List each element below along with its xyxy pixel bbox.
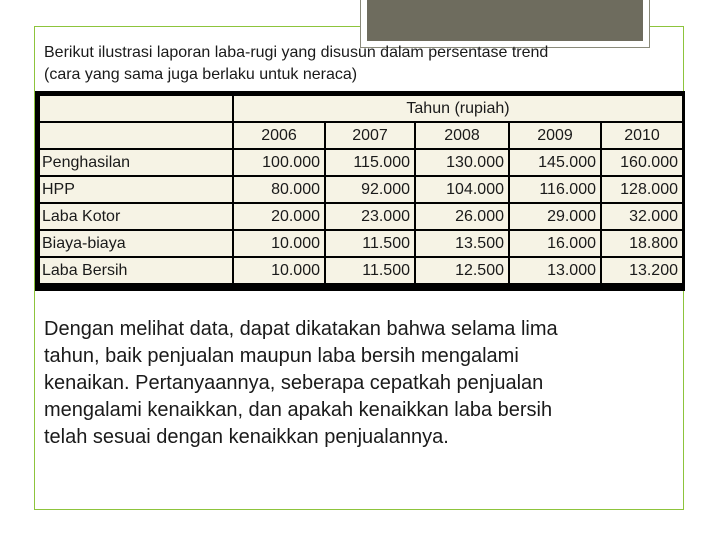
value-cell: 115.000 <box>326 150 414 175</box>
table-row <box>40 150 682 175</box>
row-label: Penghasilan <box>40 150 232 175</box>
value-cell: 11.500 <box>326 231 414 256</box>
table-row <box>40 231 682 256</box>
paragraph-line: telah sesuai dengan kenaikkan penjualannya. <box>44 426 449 448</box>
value-cell: 26.000 <box>416 204 508 229</box>
paragraph-line: kenaikan. Pertanyaannya, seberapa cepatkah penjualan <box>44 372 544 394</box>
value-cell: 100.000 <box>234 150 324 175</box>
conclusion-paragraph <box>44 316 684 451</box>
year-header: 2007 <box>326 123 414 148</box>
paragraph-line: mengalami kenaikkan, dan apakah kenaikkan laba bersih <box>44 399 553 421</box>
value-cell: 18.800 <box>602 231 682 256</box>
intro-line-2: (cara yang sama juga berlaku untuk neraca) <box>44 66 358 83</box>
value-cell: 16.000 <box>510 231 600 256</box>
decorative-tab <box>360 0 650 48</box>
table-row <box>40 258 682 283</box>
value-cell: 13.500 <box>416 231 508 256</box>
year-header: 2006 <box>234 123 324 148</box>
year-row-label <box>40 123 232 148</box>
row-label: Laba Bersih <box>40 258 232 283</box>
value-cell: 128.000 <box>602 177 682 202</box>
year-header: 2010 <box>602 123 682 148</box>
year-row <box>40 123 682 148</box>
table-row <box>40 177 682 202</box>
income-statement-table <box>38 94 684 285</box>
value-cell: 116.000 <box>510 177 600 202</box>
decorative-tab-fill <box>367 0 643 41</box>
value-cell: 10.000 <box>234 258 324 283</box>
value-cell: 23.000 <box>326 204 414 229</box>
value-cell: 92.000 <box>326 177 414 202</box>
intro-text <box>44 42 684 86</box>
value-cell: 13.000 <box>510 258 600 283</box>
row-label: HPP <box>40 177 232 202</box>
year-header: 2009 <box>510 123 600 148</box>
value-cell: 32.000 <box>602 204 682 229</box>
value-cell: 11.500 <box>326 258 414 283</box>
value-cell: 13.200 <box>602 258 682 283</box>
intro-line-1: Berikut ilustrasi laporan laba-rugi yang disusun dalam persentase trend <box>44 44 549 61</box>
table-header-row <box>40 96 682 121</box>
value-cell: 104.000 <box>416 177 508 202</box>
year-header: 2008 <box>416 123 508 148</box>
row-label: Biaya-biaya <box>40 231 232 256</box>
value-cell: 160.000 <box>602 150 682 175</box>
paragraph-line: Dengan melihat data, dapat dikatakan bahwa selama lima <box>44 318 558 340</box>
value-cell: 80.000 <box>234 177 324 202</box>
value-cell: 20.000 <box>234 204 324 229</box>
value-cell: 29.000 <box>510 204 600 229</box>
table-corner-cell <box>40 96 232 121</box>
value-cell: 12.500 <box>416 258 508 283</box>
row-label: Laba Kotor <box>40 204 232 229</box>
group-header: Tahun (rupiah) <box>234 96 682 121</box>
value-cell: 130.000 <box>416 150 508 175</box>
paragraph-line: tahun, baik penjualan maupun laba bersih mengalami <box>44 345 519 367</box>
value-cell: 145.000 <box>510 150 600 175</box>
table-row <box>40 204 682 229</box>
value-cell: 10.000 <box>234 231 324 256</box>
